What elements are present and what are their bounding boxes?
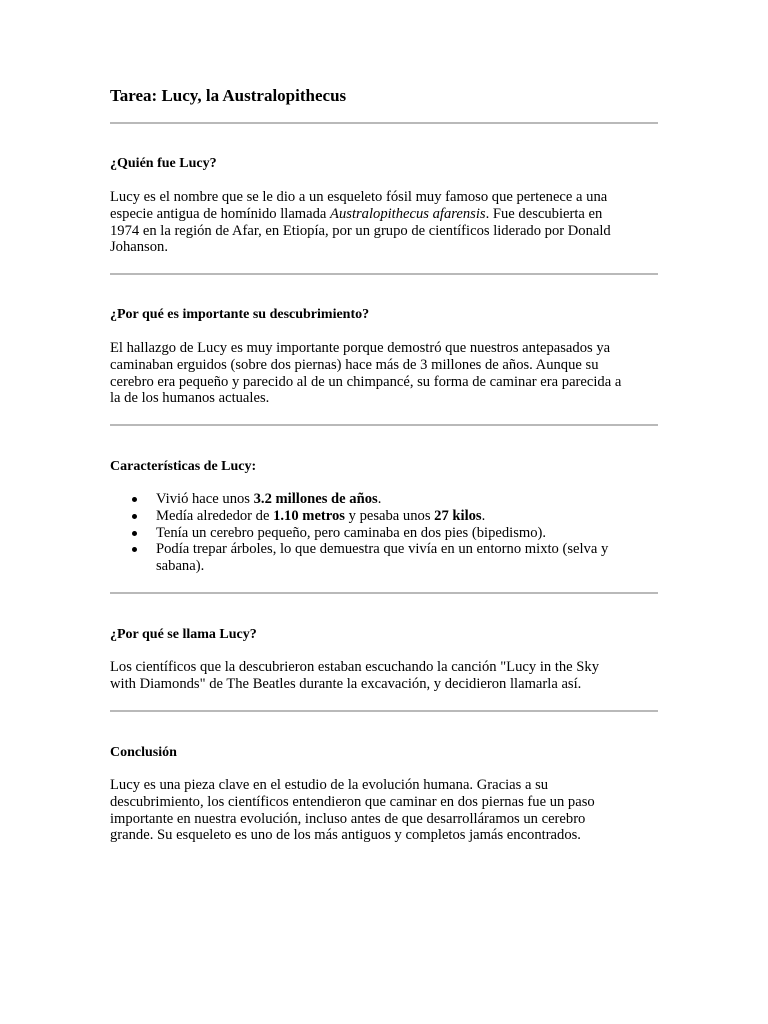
paragraph-line: descubrimiento, los científicos entendieron que caminar en dos piernas fue un paso [110, 793, 595, 810]
paragraph-line: with Diamonds" de The Beatles durante la excavación, y decidieron llamarla así. [110, 675, 582, 692]
section-paragraph-conclusion [110, 777, 658, 844]
species-name: Australopithecus afarensis [330, 205, 486, 222]
characteristics-list [110, 491, 658, 575]
paragraph-line: Johanson. [110, 239, 168, 256]
list-item: Podía trepar árboles, lo que demuestra que vivía en un entorno mixto (selva y sabana). [110, 541, 658, 575]
paragraph-line: 1974 en la región de Afar, en Etiopía, por un grupo de científicos liderado por Donald [110, 222, 611, 239]
list-item: Tenía un cerebro pequeño, pero caminaba en dos pies (bipedismo). [110, 525, 658, 542]
paragraph-line: grande. Su esqueleto es uno de los más antiguos y completos jamás encontrados. [110, 827, 581, 844]
list-item: Medía alrededor de 1.10 metros y pesaba unos 27 kilos. [110, 508, 658, 525]
paragraph-line: El hallazgo de Lucy es muy importante porque demostró que nuestros antepasados ya [110, 340, 611, 356]
section-heading-nombre: ¿Por qué se llama Lucy? [110, 627, 257, 642]
list-item: Vivió hace unos 3.2 millones de años. [110, 491, 658, 508]
section-paragraph-importancia [110, 340, 658, 407]
divider [110, 273, 658, 275]
divider [110, 424, 658, 426]
paragraph-line: Lucy es el nombre que se le dio a un esqueleto fósil muy famoso que pertenece a una [110, 189, 608, 205]
bullet-icon [132, 547, 137, 552]
page-title: Tarea: Lucy, la Australopithecus [110, 86, 347, 105]
section-heading-importancia: ¿Por qué es importante su descubrimiento? [110, 307, 370, 322]
divider [110, 592, 658, 594]
section-heading-conclusion: Conclusión [110, 745, 177, 760]
paragraph-line: Los científicos que la descubrieron estaban escuchando la canción "Lucy in the Sky [110, 659, 600, 675]
bullet-icon [132, 497, 137, 502]
section-heading-caracteristicas: Características de Lucy: [110, 459, 257, 474]
divider [110, 710, 658, 712]
paragraph-line: importante en nuestra evolución, incluso antes de que desarrolláramos un cerebro [110, 810, 586, 827]
paragraph-line: caminaban erguidos (sobre dos piernas) hace más de 3 millones de años. Aunque su [110, 356, 599, 373]
paragraph-line: Lucy es una pieza clave en el estudio de la evolución humana. Gracias a su [110, 777, 549, 793]
paragraph-line: la de los humanos actuales. [110, 390, 270, 407]
paragraph-line: especie antigua de homínido llamada Australopithecus afarensis. Fue descubierta en [110, 205, 603, 222]
bullet-icon [132, 514, 137, 519]
section-paragraph-quien [110, 189, 658, 256]
section-heading-quien: ¿Quién fue Lucy? [110, 156, 217, 171]
paragraph-line: cerebro era pequeño y parecido al de un chimpancé, su forma de caminar era parecida a [110, 373, 622, 390]
bullet-icon [132, 531, 137, 536]
divider [110, 122, 658, 124]
section-paragraph-nombre [110, 659, 658, 693]
